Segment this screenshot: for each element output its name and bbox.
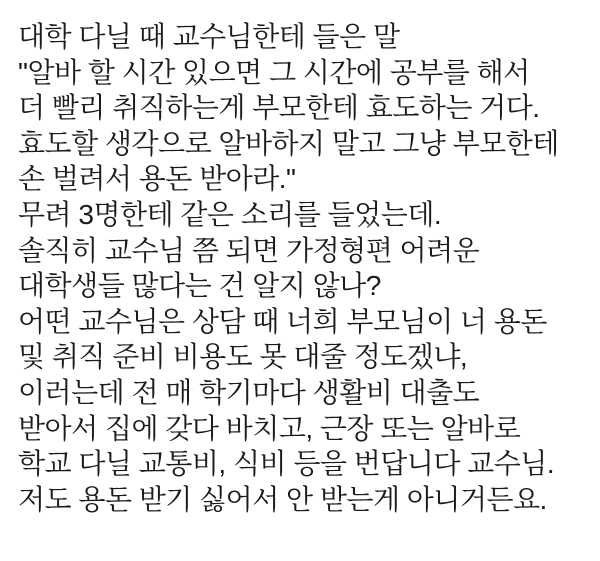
text-line: 더 빨리 취직하는게 부모한테 효도하는 거다. bbox=[18, 92, 540, 124]
text-line: 대학생들 많다는 건 알지 않나? bbox=[18, 270, 381, 302]
text-line: 솔직히 교수님 쯤 되면 가정형편 어려운 bbox=[18, 234, 480, 266]
text-line: 무려 3명한테 같은 소리를 들었는데. bbox=[18, 198, 442, 230]
text-line: 저도 용돈 받기 싫어서 안 받는게 아니거든요. bbox=[18, 483, 547, 515]
text-line: 손 벌려서 용돈 받아라." bbox=[18, 163, 296, 195]
text-line: "알바 할 시간 있으면 그 시간에 공부를 해서 bbox=[18, 56, 530, 88]
text-line: 이러는데 전 매 학기마다 생활비 대출도 bbox=[18, 376, 480, 408]
text-line: 어떤 교수님은 상담 때 너희 부모님이 너 용돈 bbox=[18, 305, 547, 337]
text-line: 학교 다닐 교통비, 식비 등을 번답니다 교수님. bbox=[18, 448, 555, 480]
text-line: 받아서 집에 갖다 바치고, 근장 또는 알바로 bbox=[18, 412, 521, 444]
text-line: 및 취직 준비 비용도 못 대줄 정도겠냐, bbox=[18, 341, 468, 373]
text-line: 효도할 생각으로 알바하지 말고 그냥 부모한테 bbox=[18, 127, 559, 159]
text-line: 대학 다닐 때 교수님한테 들은 말 bbox=[18, 21, 400, 52]
